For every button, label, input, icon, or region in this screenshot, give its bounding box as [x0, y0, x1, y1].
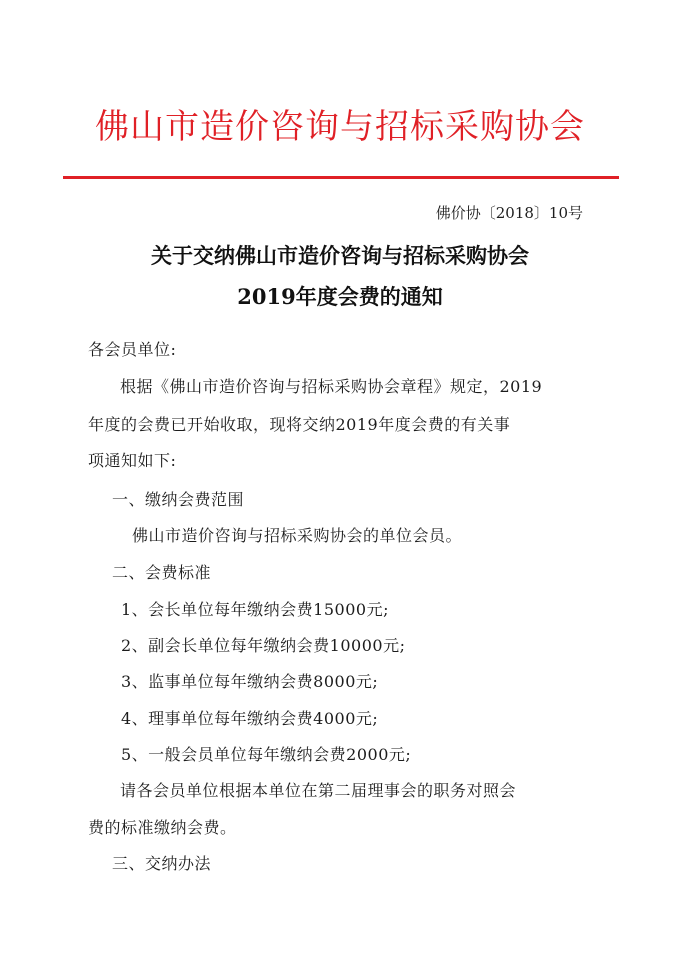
- intro-line-3: 项通知如下:: [88, 451, 177, 470]
- document-title-line-2: 2019年度会费的通知: [237, 284, 443, 309]
- intro-line-2: 年度的会费已开始收取，现将交纳2019年度会费的有关事: [88, 415, 511, 434]
- section-1-text: 佛山市造价咨询与招标采购协会的单位会员。: [132, 526, 463, 545]
- fee-item-5: 5、一般会员单位每年缴纳会费2000元;: [121, 745, 412, 764]
- letterhead-divider: [63, 176, 619, 179]
- salutation: 各会员单位:: [88, 340, 177, 359]
- fee-note-line-2: 费的标准缴纳会费。: [88, 818, 237, 837]
- section-1-heading: 一、缴纳会费范围: [112, 490, 245, 509]
- organization-letterhead: 佛山市造价咨询与招标采购协会: [95, 107, 585, 147]
- fee-item-3: 3、监事单位每年缴纳会费8000元;: [121, 672, 379, 691]
- fee-item-4: 4、理事单位每年缴纳会费4000元;: [121, 709, 379, 728]
- fee-item-1: 1、会长单位每年缴纳会费15000元;: [121, 600, 389, 619]
- document-number: 佛价协〔2018〕10号: [435, 204, 583, 222]
- fee-item-2: 2、副会长单位每年缴纳会费10000元;: [121, 636, 406, 655]
- document-title-line-1: 关于交纳佛山市造价咨询与招标采购协会: [151, 243, 529, 268]
- section-3-heading: 三、交纳办法: [112, 854, 212, 873]
- intro-line-1: 根据《佛山市造价咨询与招标采购协会章程》规定，2019: [120, 377, 543, 396]
- fee-note-line-1: 请各会员单位根据本单位在第二届理事会的职务对照会: [120, 781, 517, 800]
- section-2-heading: 二、会费标准: [112, 563, 212, 582]
